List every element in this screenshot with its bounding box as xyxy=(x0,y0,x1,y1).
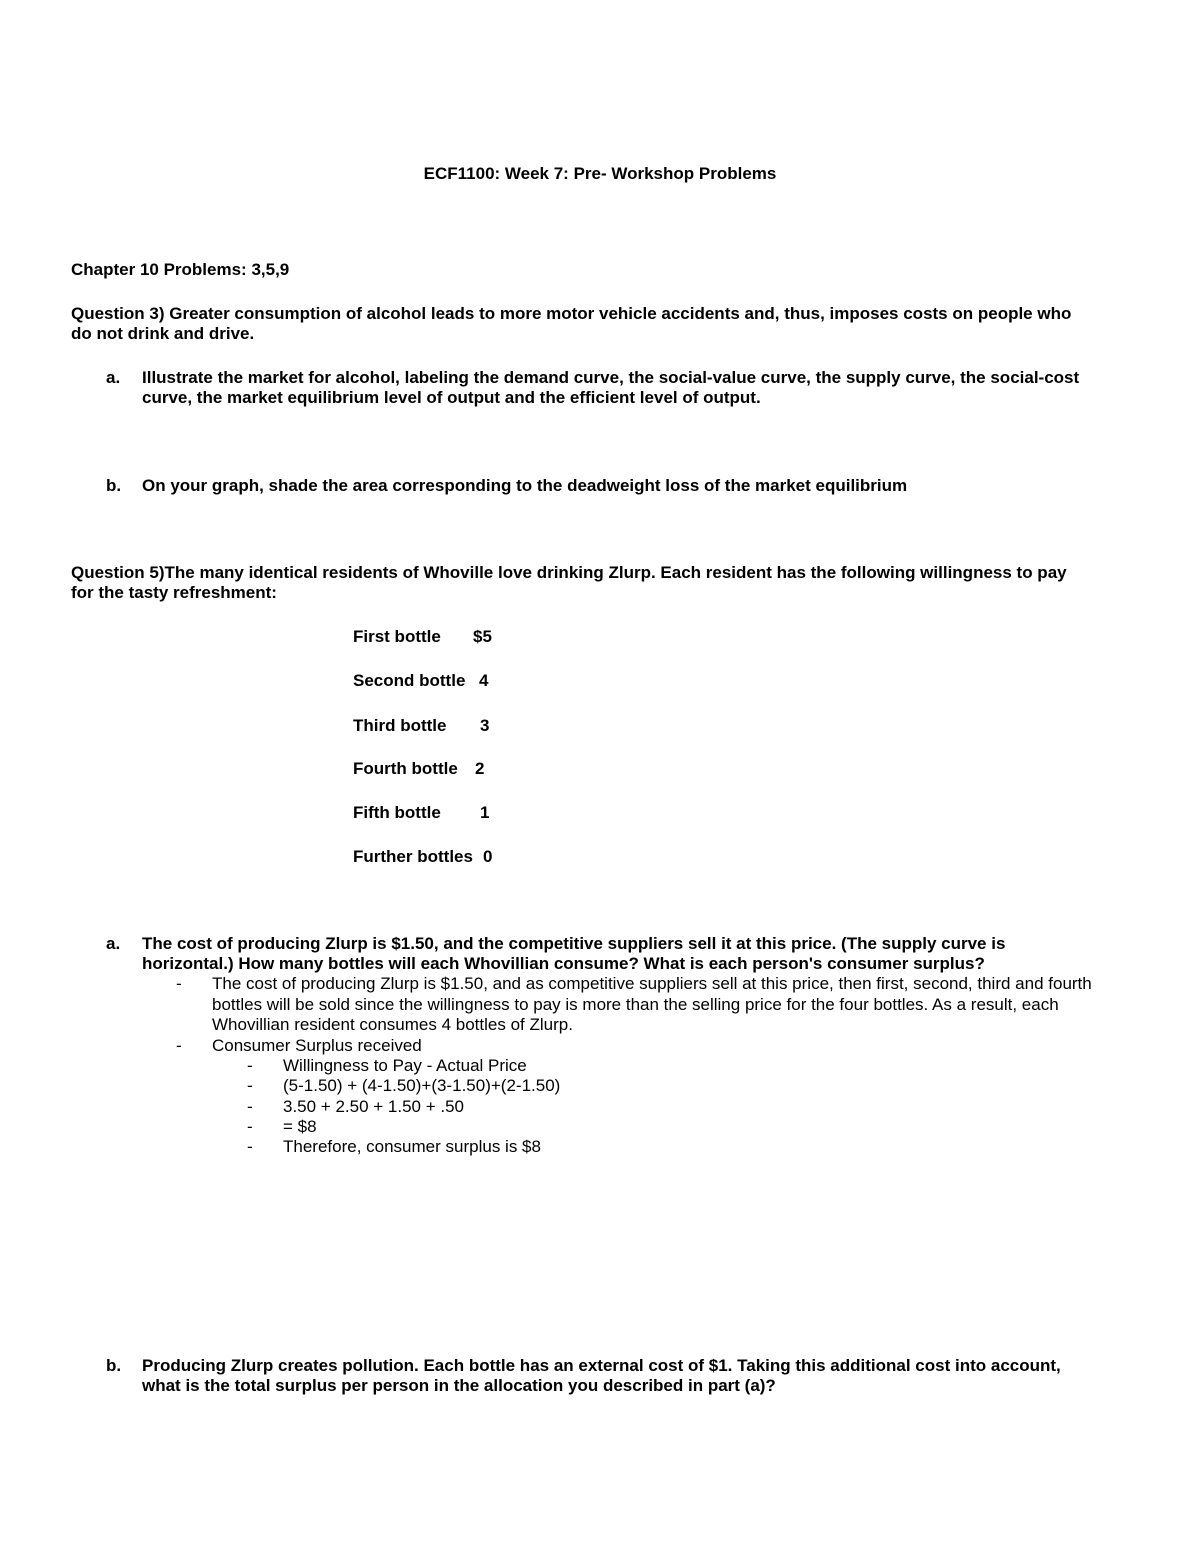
q3-part-b-line-1: On your graph, shade the area corresponding to the deadweight loss of the market equilibrium xyxy=(142,476,908,495)
bullet-dash: - xyxy=(247,1137,253,1156)
q3-part-a-line-2: curve, the market equilibrium level of output and the efficient level of output. xyxy=(142,388,761,407)
sub-step: (5-1.50) + (4-1.50)+(3-1.50)+(2-1.50) xyxy=(283,1076,561,1095)
page-title: ECF1100: Week 7: Pre- Workshop Problems xyxy=(423,164,777,183)
wtp-row-label: Further bottles xyxy=(353,847,473,866)
bullet-dash: - xyxy=(247,1076,253,1095)
answer-1-line-2: bottles will be sold since the willingness to pay is more than the selling price for the four bottles. As a result, each xyxy=(212,995,1059,1014)
chapter-heading: Chapter 10 Problems: 3,5,9 xyxy=(71,260,290,279)
q5-part-b-line-2: what is the total surplus per person in the allocation you described in part (a)? xyxy=(142,1376,776,1395)
q5-part-b-marker: b. xyxy=(106,1356,122,1375)
wtp-row-label: Third bottle xyxy=(353,716,447,735)
question-5-line-1: Question 5)The many identical residents of Whoville love drinking Zlurp. Each resident has the following willingness to pay xyxy=(71,563,1067,582)
question-3-line-2: do not drink and drive. xyxy=(71,324,255,343)
wtp-row-label: Fifth bottle xyxy=(353,803,441,822)
q5-part-a-line-2: horizontal.) How many bottles will each Whovillian consume? What is each person's consumer surplus? xyxy=(142,954,985,973)
bullet-dash: - xyxy=(247,1097,253,1116)
answer-1-line-3: Whovillian resident consumes 4 bottles of Zlurp. xyxy=(212,1015,573,1034)
answer-1-line-1: The cost of producing Zlurp is $1.50, and as competitive suppliers sell at this price, then first, second, third and fourth xyxy=(212,974,1092,993)
answer-2: Consumer Surplus received xyxy=(212,1036,422,1055)
wtp-row-value: 0 xyxy=(483,847,493,866)
q3-part-a-marker: a. xyxy=(106,368,121,387)
question-3-line-1: Question 3) Greater consumption of alcohol leads to more motor vehicle accidents and, thus, imposes costs on people who xyxy=(71,304,1072,323)
sub-step: Therefore, consumer surplus is $8 xyxy=(283,1137,541,1156)
wtp-row-value: 3 xyxy=(480,716,490,735)
wtp-row-label: Second bottle xyxy=(353,671,466,690)
wtp-row-label: First bottle xyxy=(353,627,441,646)
bullet-dash: - xyxy=(247,1117,253,1136)
q3-part-a-line-1: Illustrate the market for alcohol, labeling the demand curve, the social-value curve, the supply curve, the social-cost xyxy=(142,368,1080,387)
wtp-row-value: 2 xyxy=(475,759,485,778)
bullet-dash: - xyxy=(176,974,182,993)
bullet-dash: - xyxy=(247,1056,253,1075)
q3-part-b-marker: b. xyxy=(106,476,122,495)
bullet-dash: - xyxy=(176,1036,182,1055)
wtp-row-value: 4 xyxy=(479,671,489,690)
wtp-row-value: 1 xyxy=(480,803,490,822)
q5-part-b-line-1: Producing Zlurp creates pollution. Each bottle has an external cost of $1. Taking this additional cost into account, xyxy=(142,1356,1061,1375)
q5-part-a-marker: a. xyxy=(106,934,121,953)
wtp-row-value: $5 xyxy=(473,627,492,646)
sub-step: Willingness to Pay - Actual Price xyxy=(283,1056,527,1075)
q5-part-a-line-1: The cost of producing Zlurp is $1.50, and the competitive suppliers sell it at this price. (The supply curve is xyxy=(142,934,1006,953)
sub-step: = $8 xyxy=(283,1117,317,1136)
sub-step: 3.50 + 2.50 + 1.50 + .50 xyxy=(283,1097,465,1116)
question-5-line-2: for the tasty refreshment: xyxy=(71,583,277,602)
wtp-row-label: Fourth bottle xyxy=(353,759,458,778)
